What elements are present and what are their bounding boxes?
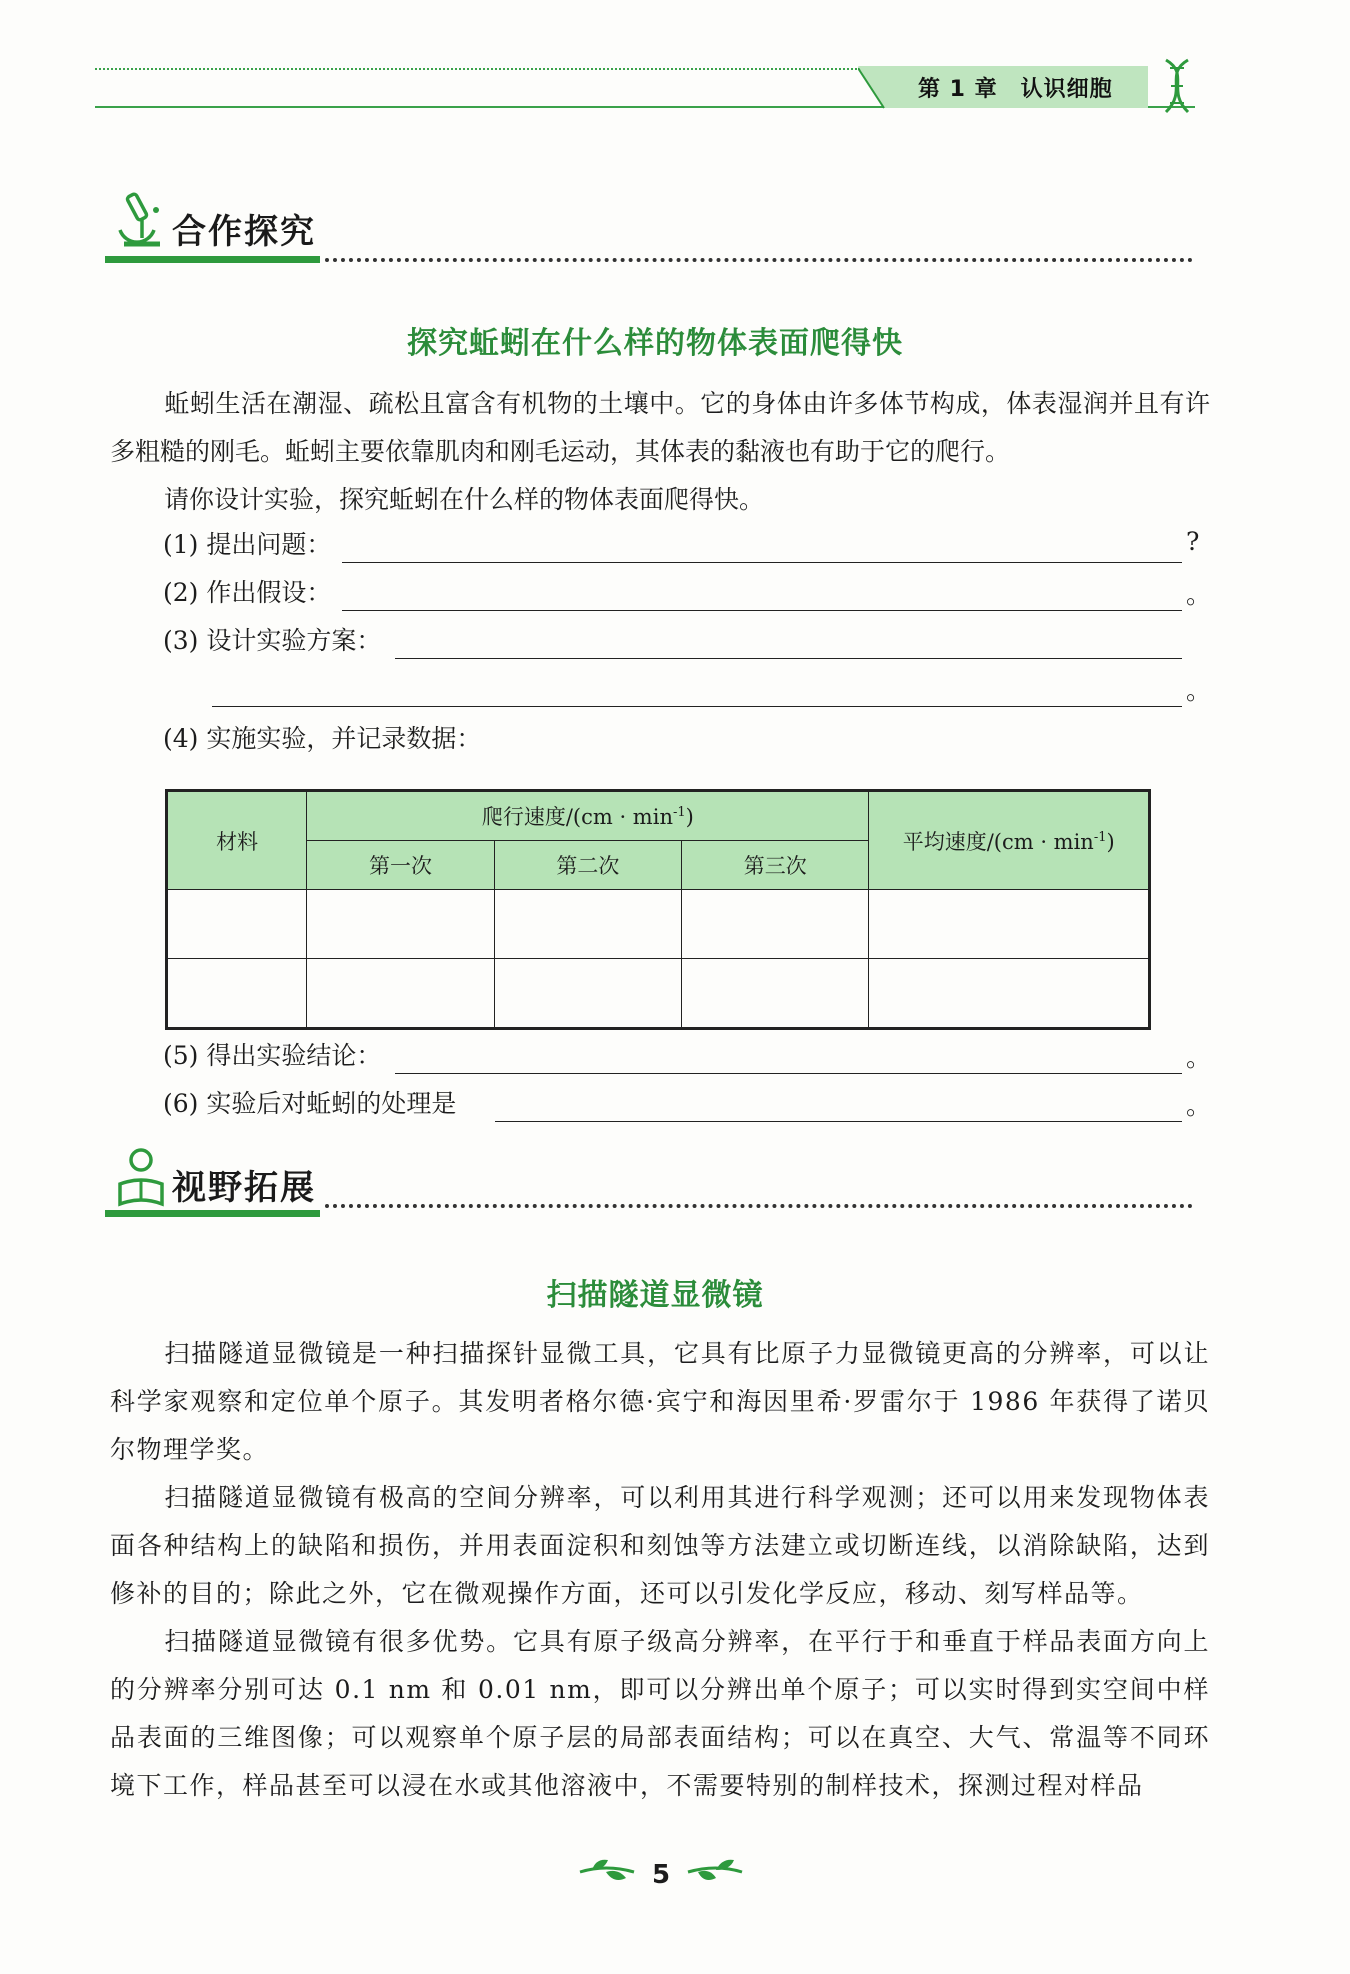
page-number: 5: [651, 1860, 671, 1890]
table-cell[interactable]: [682, 959, 869, 1029]
question-3-blank[interactable]: [395, 657, 1182, 659]
paragraph-text: 扫描隧道显微镜有极高的空间分辨率，可以利用其进行科学观测；还可以用来发现物体表面各种结构上的缺陷和损伤，并用表面淀积和刻蚀等方法建立或切断连线，以消除缺陷，达到修补的目的；除此之外，它在微观操作方面，还可以引发化学反应，移动、刻写样品等。: [110, 1483, 1210, 1608]
question-3-end: 。: [1186, 676, 1212, 705]
table-header-trial-3: 第三次: [682, 841, 869, 890]
table-header-trial-2: 第二次: [494, 841, 681, 890]
question-6-blank[interactable]: [495, 1120, 1182, 1122]
table-cell[interactable]: [869, 890, 1150, 959]
question-1-label: (1) 提出问题：: [163, 530, 332, 559]
header-dotted-rule: [95, 68, 865, 70]
paragraph: [110, 1474, 1210, 1618]
table-cell[interactable]: [494, 959, 681, 1029]
table-header-speed: 爬行速度$/(cm \cdot \min^{-1})$: [307, 791, 869, 841]
section-heading-bar: [105, 256, 320, 263]
table-cell[interactable]: [167, 890, 307, 959]
reader-icon: [112, 1146, 170, 1210]
question-1-end: ?: [1186, 527, 1200, 556]
question-6-label: (6) 实验后对蚯蚓的处理是: [163, 1089, 457, 1118]
microscope-icon: [110, 190, 168, 252]
table-header-average: 平均速度$/(cm \cdot \min^{-1})$: [869, 791, 1150, 890]
instruction-text: 请你设计实验，探究蚯蚓在什么样的物体表面爬得快。: [164, 485, 765, 514]
table-header-material: 材料: [167, 791, 307, 890]
section-heading-horizon: 视野拓展: [172, 1168, 316, 1208]
question-2-label: (2) 作出假设：: [163, 578, 332, 607]
chapter-label: 第 1 章 认识细胞: [918, 77, 1113, 102]
question-6-end: 。: [1186, 1091, 1212, 1120]
data-table: [165, 789, 1151, 1030]
article-title-earthworm: 探究蚯蚓在什么样的物体表面爬得快: [407, 326, 903, 361]
question-4-label: (4) 实施实验，并记录数据：: [163, 724, 482, 753]
table-cell[interactable]: [682, 890, 869, 959]
section-dotted-rule: [325, 1204, 1193, 1208]
question-5-label: (5) 得出实验结论：: [163, 1041, 382, 1070]
instruction-paragraph: [110, 476, 1210, 524]
paragraph: [110, 1330, 1210, 1474]
question-5-blank[interactable]: [395, 1072, 1182, 1074]
section-dotted-rule: [325, 258, 1193, 262]
question-5-end: 。: [1186, 1043, 1212, 1072]
question-2-end: 。: [1186, 580, 1212, 609]
intro-paragraph: [110, 380, 1210, 476]
section-heading-cooperative: 合作探究: [172, 212, 316, 252]
dna-icon: [1158, 56, 1198, 116]
section-heading-bar: [105, 1210, 320, 1217]
question-3-blank-2[interactable]: [212, 705, 1182, 707]
table-cell[interactable]: [307, 959, 494, 1029]
question-1-blank[interactable]: [342, 561, 1182, 563]
table-cell[interactable]: [869, 959, 1150, 1029]
leaf-right-icon: [686, 1856, 744, 1886]
paragraph-text: 扫描隧道显微镜是一种扫描探针显微工具，它具有比原子力显微镜更高的分辨率，可以让科学家观察和定位单个原子。其发明者格尔德·宾宁和海因里希·罗雷尔于 1986 年获得了诺贝尔物理学奖。: [110, 1339, 1210, 1464]
article-title-stm: 扫描隧道显微镜: [546, 1278, 764, 1313]
table-cell[interactable]: [307, 890, 494, 959]
paragraph-text: 扫描隧道显微镜有很多优势。它具有原子级高分辨率，在平行于和垂直于样品表面方向上的分辨率分别可达 0.1 nm 和 0.01 nm，即可以分辨出单个原子；可以实时得到实空间中样品表面的三维图像；可以观察单个原子层的局部表面结构；可以在真空、大气、常温等不同环境下工作，样品甚至可以浸在水或其他溶液中，不需要特别的制样技术，探测过程对样品: [110, 1627, 1210, 1800]
table-row: [167, 890, 1150, 959]
intro-text: 蚯蚓生活在潮湿、疏松且富含有机物的土壤中。它的身体由许多体节构成，体表湿润并且有许多粗糙的刚毛。蚯蚓主要依靠肌肉和刚毛运动，其体表的黏液也有助于它的爬行。: [110, 389, 1210, 466]
question-2-blank[interactable]: [342, 609, 1182, 611]
table-header-trial-1: 第一次: [307, 841, 494, 890]
table-row: [167, 959, 1150, 1029]
table-cell[interactable]: [167, 959, 307, 1029]
paragraph: [110, 1618, 1210, 1810]
table-cell[interactable]: [494, 890, 681, 959]
question-3-label: (3) 设计实验方案：: [163, 626, 382, 655]
